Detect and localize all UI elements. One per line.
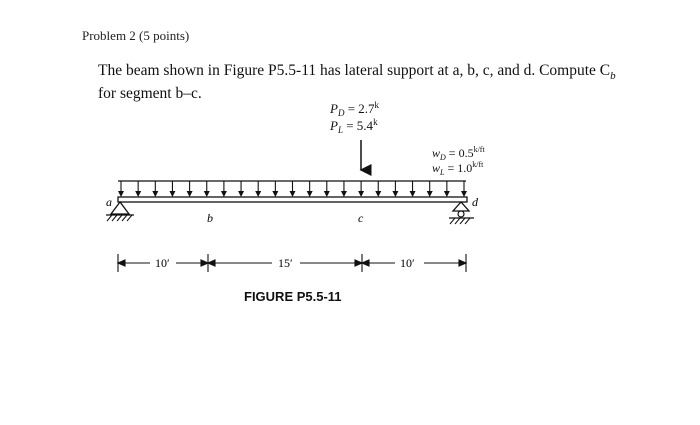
distributed-load-arrowhead bbox=[118, 191, 124, 197]
distributed-load-arrowhead bbox=[221, 191, 227, 197]
label-d: d bbox=[472, 195, 478, 209]
distributed-load-arrowhead bbox=[444, 191, 450, 197]
distributed-load-arrowhead bbox=[461, 191, 467, 197]
distributed-load-arrowhead bbox=[375, 191, 381, 197]
distributed-load-dead-label: $w_D = 0.5^{k/ft}$ bbox=[432, 145, 485, 162]
roller-support-d bbox=[449, 202, 474, 224]
dimension-bc: 15′ bbox=[278, 256, 293, 270]
label-a: a bbox=[106, 195, 112, 209]
distributed-load-arrowhead bbox=[272, 191, 278, 197]
distributed-load-arrowhead bbox=[410, 191, 416, 197]
distributed-load-labels bbox=[432, 145, 485, 177]
distributed-load-arrowhead bbox=[204, 191, 210, 197]
distributed-load-arrowhead bbox=[341, 191, 347, 197]
distributed-load-arrowhead bbox=[187, 191, 193, 197]
distributed-load-live-label: $w_L = 1.0^{k/ft}$ bbox=[432, 160, 484, 177]
figure-caption: FIGURE P5.5-11 bbox=[244, 289, 342, 304]
beam bbox=[118, 197, 467, 202]
statement-subscript: b bbox=[610, 70, 616, 83]
distributed-load-arrows bbox=[118, 181, 467, 197]
dimension-cd: 10′ bbox=[400, 256, 415, 270]
problem-header: Problem 2 (5 points) bbox=[82, 28, 190, 43]
dimension-ab: 10′ bbox=[155, 256, 170, 270]
distributed-load-arrowhead bbox=[307, 191, 313, 197]
point-load-live-label: $P_L = 5.4^k$ bbox=[330, 117, 378, 135]
distributed-load-arrowhead bbox=[238, 191, 244, 197]
distributed-load-arrowhead bbox=[324, 191, 330, 197]
distributed-load-arrowhead bbox=[427, 191, 433, 197]
distributed-load-arrowhead bbox=[358, 191, 364, 197]
distributed-load-arrowhead bbox=[290, 191, 296, 197]
distributed-load-arrowhead bbox=[255, 191, 261, 197]
distributed-load-arrowhead bbox=[152, 191, 158, 197]
distributed-load-arrowhead bbox=[392, 191, 398, 197]
point-load-labels bbox=[329, 100, 380, 135]
label-c: c bbox=[358, 211, 364, 225]
point-load-dead-label: $P_D = 2.7^k$ bbox=[330, 100, 380, 118]
distributed-load-arrowhead bbox=[135, 191, 141, 197]
statement-line-1: The beam shown in Figure P5.5-11 has lateral support at a, b, c, and d. Compute C bbox=[98, 62, 611, 79]
label-b: b bbox=[207, 211, 213, 225]
statement-line-2: for segment b–c. bbox=[98, 85, 202, 103]
distributed-load-arrowhead bbox=[169, 191, 175, 197]
